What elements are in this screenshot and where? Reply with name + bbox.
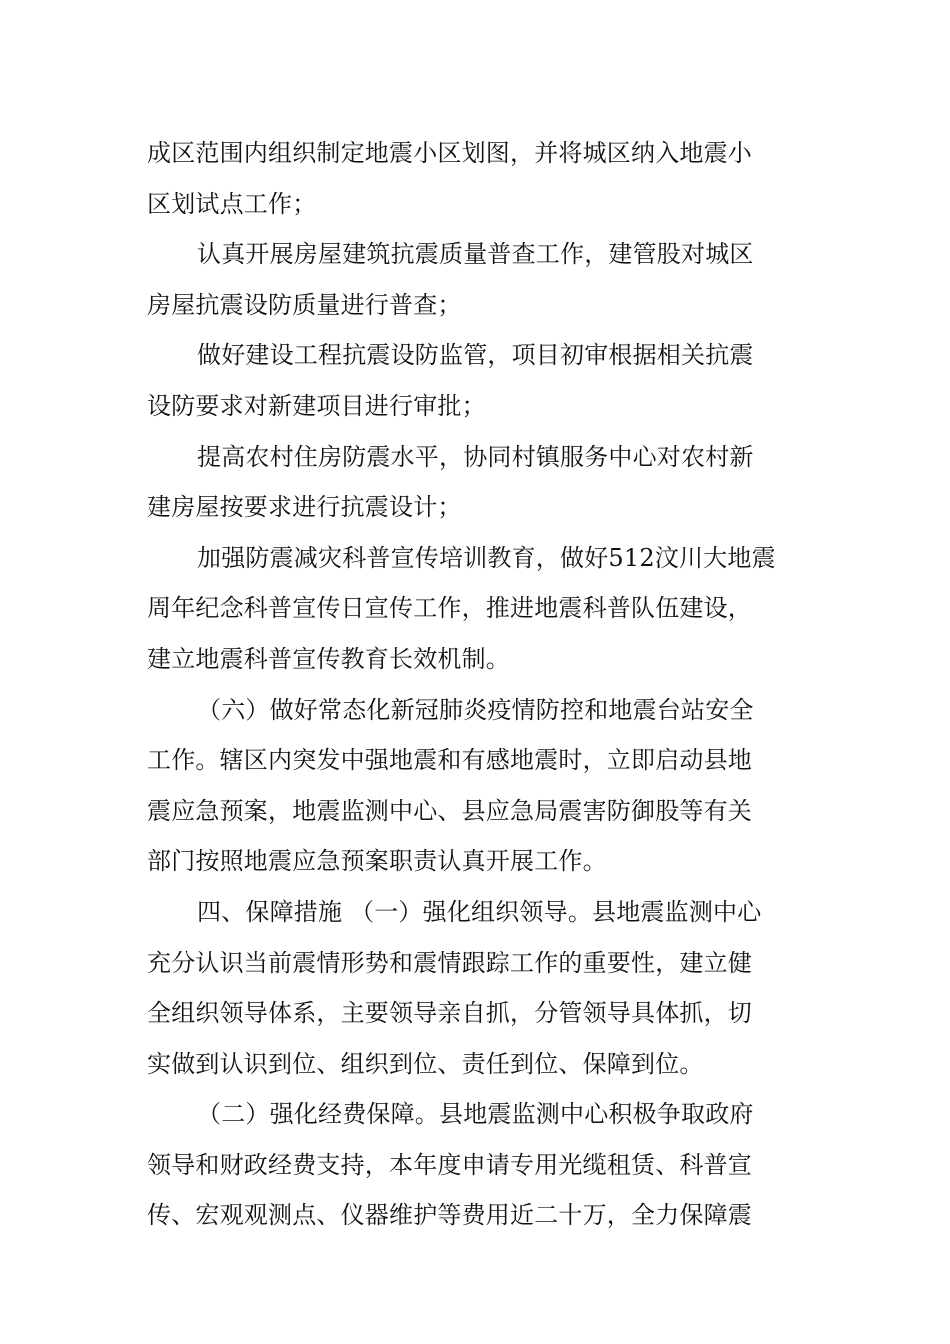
text-line: 震应急预案，地震监测中心、县应急局震害防御股等有关 — [147, 796, 752, 825]
text-line: 提高农村住房防震水平，协同村镇服务中心对农村新 — [197, 442, 754, 471]
paragraph — [147, 685, 807, 887]
text-line: 加强防震减灾科普宣传培训教育，做好512汶川大地震 — [197, 543, 776, 572]
paragraph — [147, 229, 807, 330]
text-line: 成区范围内组织制定地震小区划图，并将城区纳入地震小 — [147, 139, 752, 167]
document-body — [147, 128, 807, 1241]
paragraph — [147, 533, 807, 685]
text-line: 实做到认识到位、组织到位、责任到位、保障到位。 — [147, 1049, 704, 1078]
text-line: 认真开展房屋建筑抗震质量普查工作，建管股对城区 — [197, 240, 754, 269]
text-line: 领导和财政经费支持，本年度申请专用光缆租赁、科普宣 — [147, 1150, 752, 1179]
paragraph — [147, 128, 807, 229]
text-line: （二）强化经费保障。县地震监测中心积极争取政府 — [197, 1100, 754, 1129]
paragraph — [147, 330, 807, 431]
text-line: 区划试点工作； — [147, 189, 317, 218]
text-line: 建房屋按要求进行抗震设计； — [147, 493, 462, 522]
paragraph — [147, 432, 807, 533]
text-line: 工作。辖区内突发中强地震和有感地震时，立即启动县地 — [147, 746, 752, 775]
text-line: 建立地震科普宣传教育长效机制。 — [147, 644, 510, 673]
paragraph — [147, 887, 807, 1089]
text-line: 全组织领导体系，主要领导亲自抓，分管领导具体抓，切 — [147, 999, 752, 1028]
text-line: 周年纪念科普宣传日宣传工作，推进地震科普队伍建设， — [147, 594, 752, 623]
text-line: 传、宏观观测点、仪器维护等费用近二十万，全力保障震 — [147, 1201, 752, 1230]
text-line: 四、保障措施 （一）强化组织领导。县地震监测中心 — [197, 897, 762, 926]
text-line: 设防要求对新建项目进行审批； — [147, 391, 486, 420]
text-line: 房屋抗震设防质量进行普查； — [147, 290, 462, 319]
text-line: 部门按照地震应急预案职责认真开展工作。 — [147, 847, 607, 876]
text-line: 充分认识当前震情形势和震情跟踪工作的重要性，建立健 — [147, 948, 752, 977]
text-line: 做好建设工程抗震设防监管，项目初审根据相关抗震 — [197, 341, 754, 370]
text-line: （六）做好常态化新冠肺炎疫情防控和地震台站安全 — [197, 695, 754, 724]
paragraph — [147, 1089, 807, 1241]
